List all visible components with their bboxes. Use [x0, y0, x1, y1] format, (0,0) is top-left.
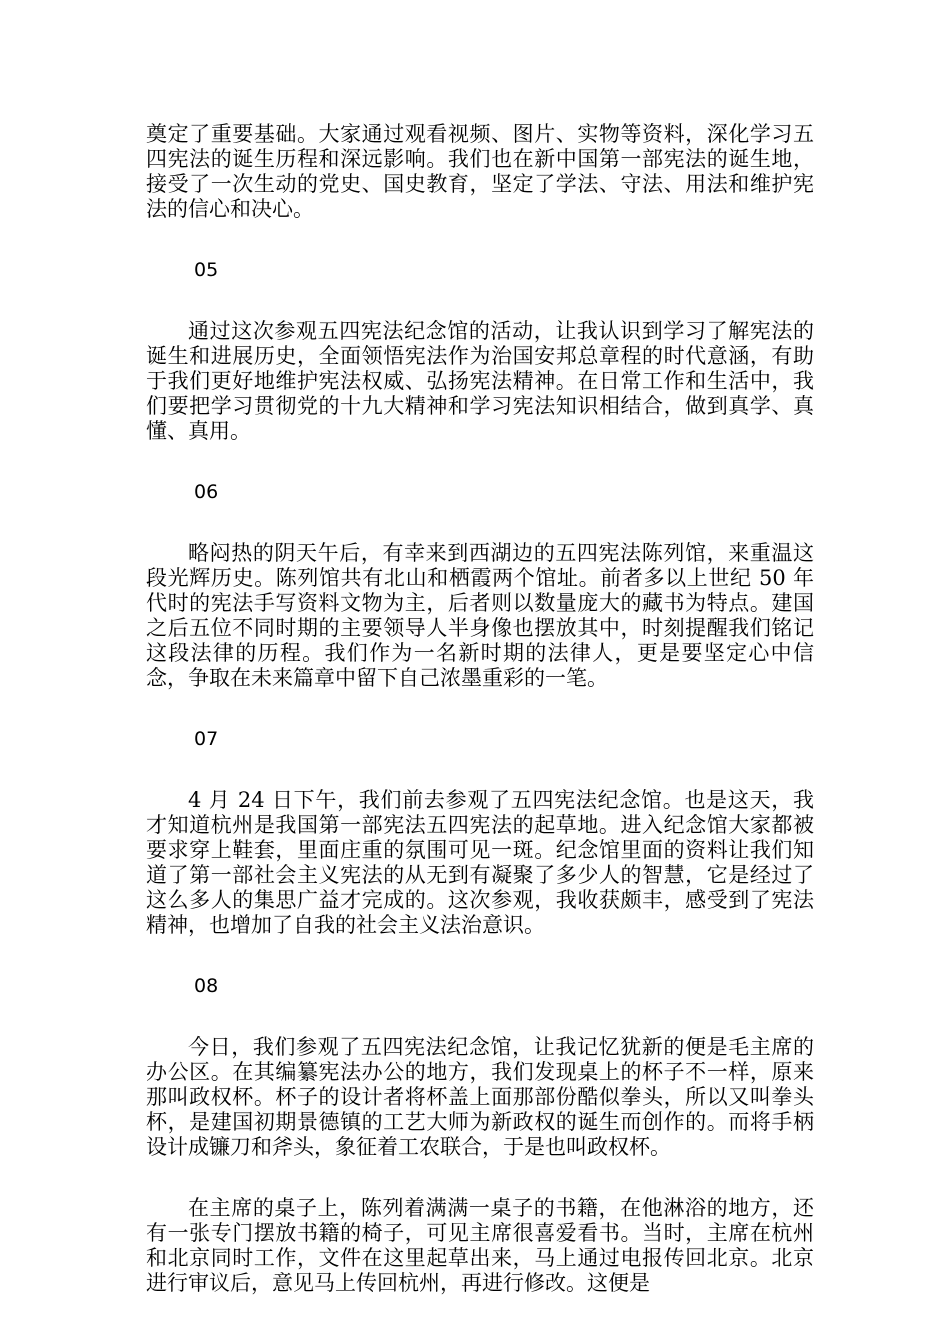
paragraph-08-a: 今日，我们参观了五四宪法纪念馆，让我记忆犹新的便是毛主席的办公区。在其编纂宪法办公的地方，我们发现桌上的杯子不一样，原来那叫政权杯。杯子的设计者将杯盖上面那部份酷似拳头，所以又叫拳头杯，是建国初期景德镇的工艺大师为新政权的诞生而创作的。而将手柄设计成镰刀和斧头，象征着工农联合，于是也叫政权杯。	[146, 1035, 814, 1159]
section-number-07: 07	[194, 728, 219, 750]
paragraph-07: 4 月 24 日下午，我们前去参观了五四宪法纪念馆。也是这天，我才知道杭州是我国第一部宪法五四宪法的起草地。进入纪念馆大家都被要求穿上鞋套，里面庄重的氛围可见一斑。纪念馆里面的资料让我们知道了第一部社会主义宪法的从无到有凝聚了多少人的智慧，它是经过了这么多人的集思广益才完成的。这次参观，我收获颇丰，感受到了宪法精神，也增加了自我的社会主义法治意识。	[146, 788, 814, 937]
section-number-08: 08	[194, 975, 219, 997]
paragraph-06: 略闷热的阴天午后，有幸来到西湖边的五四宪法陈列馆，来重温这段光辉历史。陈列馆共有北山和栖霞两个馆址。前者多以上世纪 50 年代时的宪法手写资料文物为主，后者则以数量庞大的藏书为特点。建国之后五位不同时期的主要领导人半身像也摆放其中，时刻提醒我们铭记这段法律的历程。我们作为一名新时期的法律人，更是要坚定心中信念，争取在未来篇章中留下自己浓墨重彩的一笔。	[146, 541, 814, 690]
section-number-06: 06	[194, 481, 219, 503]
paragraph-05: 通过这次参观五四宪法纪念馆的活动，让我认识到学习了解宪法的诞生和进展历史，全面领悟宪法作为治国安邦总章程的时代意涵，有助于我们更好地维护宪法权威、弘扬宪法精神。在日常工作和生活中，我们要把学习贯彻党的十九大精神和学习宪法知识相结合，做到真学、真懂、真用。	[146, 319, 814, 443]
section-number-05: 05	[194, 259, 219, 281]
paragraph-08-b: 在主席的桌子上，陈列着满满一桌子的书籍，在他淋浴的地方，还有一张专门摆放书籍的椅子，可见主席很喜爱看书。当时，主席在杭州和北京同时工作，文件在这里起草出来，马上通过电报传回北京。北京进行审议后，意见马上传回杭州，再进行修改。这便是	[146, 1196, 814, 1295]
document-body	[146, 122, 814, 1296]
paragraph-intro-continued: 奠定了重要基础。大家通过观看视频、图片、实物等资料，深化学习五四宪法的诞生历程和深远影响。我们也在新中国第一部宪法的诞生地，接受了一次生动的党史、国史教育，坚定了学法、守法、用法和维护宪法的信心和决心。	[146, 122, 814, 221]
